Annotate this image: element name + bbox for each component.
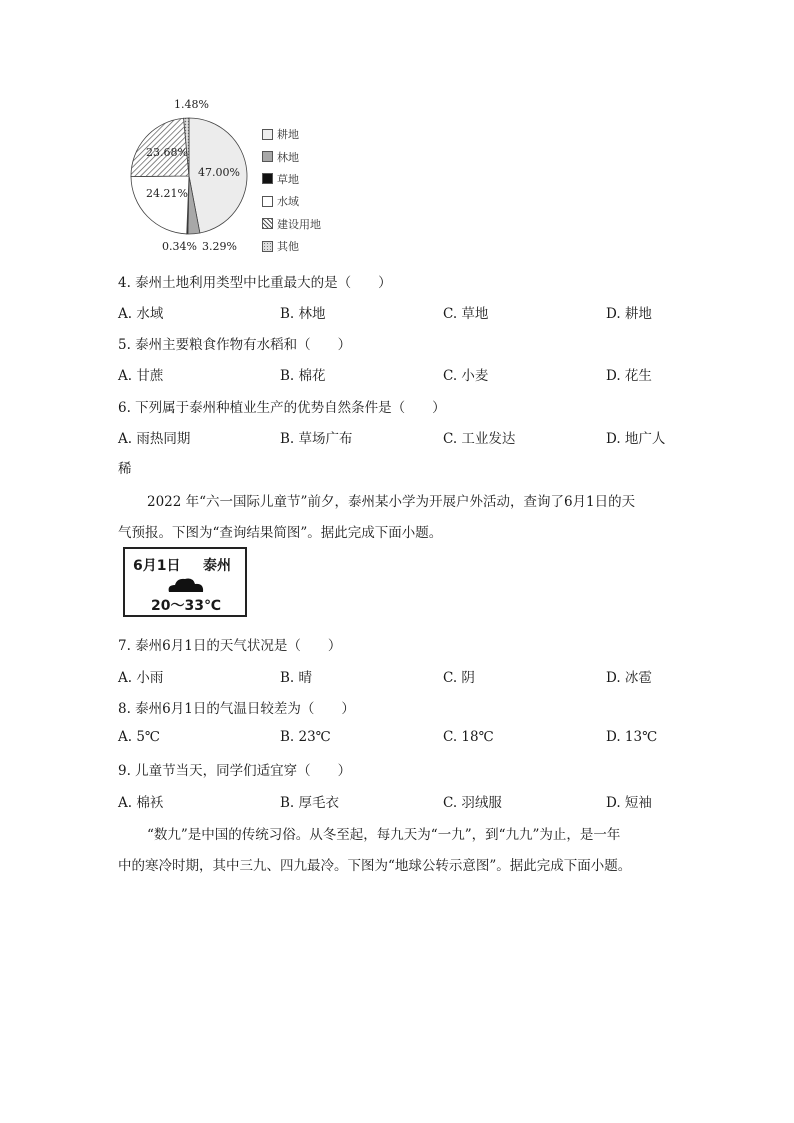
passage-2-line-2: 中的寒冷时期，其中三九、四九最冷。下图为“地球公转示意图”。据此完成下面小题。 bbox=[118, 858, 632, 874]
legend-swatch bbox=[262, 151, 273, 162]
legend-swatch bbox=[262, 241, 273, 252]
question-6-stem: 6. 下列属于泰州种植业生产的优势自然条件是（ ） bbox=[118, 400, 446, 416]
option-b[interactable]: B. 林地 bbox=[280, 306, 326, 322]
option-c[interactable]: C. 小麦 bbox=[443, 368, 489, 384]
question-4-options bbox=[118, 302, 678, 322]
pie-label-other: 1.48% bbox=[174, 98, 209, 111]
legend-label: 林地 bbox=[277, 150, 299, 164]
option-a[interactable]: A. 水域 bbox=[118, 306, 164, 322]
overcast-cloud-icon bbox=[167, 575, 205, 593]
option-b[interactable]: B. 棉花 bbox=[280, 368, 326, 384]
option-d[interactable]: D. 短袖 bbox=[606, 795, 652, 811]
option-d[interactable]: D. 花生 bbox=[606, 368, 652, 384]
option-b[interactable]: B. 厚毛衣 bbox=[280, 795, 340, 811]
question-6-options bbox=[118, 427, 678, 447]
legend-item-farmland bbox=[262, 123, 321, 145]
option-a[interactable]: A. 甘蔗 bbox=[118, 368, 164, 384]
weather-temperature: 20～33℃ bbox=[151, 598, 221, 614]
option-b[interactable]: B. 23℃ bbox=[280, 729, 331, 745]
legend-item-construction bbox=[262, 213, 321, 235]
pie-legend bbox=[262, 123, 321, 257]
pie-label-water: 24.21% bbox=[146, 187, 188, 200]
option-d[interactable]: D. 耕地 bbox=[606, 306, 652, 322]
question-8-options bbox=[118, 729, 678, 749]
option-d[interactable]: D. 13℃ bbox=[606, 729, 658, 745]
legend-label: 耕地 bbox=[277, 128, 299, 142]
option-c[interactable]: C. 工业发达 bbox=[443, 431, 516, 447]
land-use-pie-chart bbox=[124, 96, 354, 256]
legend-swatch bbox=[262, 196, 273, 207]
option-c[interactable]: C. 18℃ bbox=[443, 729, 494, 745]
question-5-stem: 5. 泰州主要粮食作物有水稻和（ ） bbox=[118, 337, 352, 353]
pie-label-farmland: 47.00% bbox=[198, 166, 240, 179]
option-b[interactable]: B. 草场广布 bbox=[280, 431, 353, 447]
pie-label-construction: 23.68% bbox=[146, 146, 188, 159]
option-a[interactable]: A. 5℃ bbox=[118, 729, 161, 745]
legend-swatch bbox=[262, 129, 273, 140]
option-a[interactable]: A. 雨热同期 bbox=[118, 431, 191, 447]
option-d[interactable]: D. 冰雹 bbox=[606, 670, 652, 686]
option-c[interactable]: C. 羽绒服 bbox=[443, 795, 502, 811]
passage-1-line-2: 气预报。下图为“查询结果简图”。据此完成下面小题。 bbox=[118, 525, 443, 541]
question-8-stem: 8. 泰州6月1日的气温日较差为（ ） bbox=[118, 701, 355, 717]
option-b[interactable]: B. 晴 bbox=[280, 670, 313, 686]
passage-2-line-1: “数九”是中国的传统习俗。从冬至起，每九天为“一九”，到“九九”为止，是一年 bbox=[147, 827, 621, 843]
legend-label: 建设用地 bbox=[277, 217, 321, 231]
weather-forecast-box bbox=[123, 547, 247, 617]
question-5-options bbox=[118, 364, 678, 384]
option-a[interactable]: A. 棉袄 bbox=[118, 795, 164, 811]
weather-date: 6月1日 bbox=[133, 558, 181, 574]
legend-item-forest bbox=[262, 145, 321, 167]
legend-label: 水域 bbox=[277, 195, 299, 209]
option-c[interactable]: C. 草地 bbox=[443, 306, 489, 322]
pie-slice-water bbox=[131, 176, 189, 234]
passage-1-line-1: 2022 年“六一国际儿童节”前夕，泰州某小学为开展户外活动，查询了6月1日的天 bbox=[147, 494, 636, 510]
pie-label-grassland: 0.34% bbox=[162, 240, 197, 253]
question-4-stem: 4. 泰州土地利用类型中比重最大的是（ ） bbox=[118, 275, 392, 291]
option-c[interactable]: C. 阴 bbox=[443, 670, 475, 686]
legend-swatch bbox=[262, 173, 273, 184]
legend-label: 其他 bbox=[277, 240, 299, 254]
question-6-option-d-wrap: 稀 bbox=[118, 461, 132, 477]
question-7-stem: 7. 泰州6月1日的天气状况是（ ） bbox=[118, 638, 342, 654]
weather-city: 泰州 bbox=[203, 558, 231, 574]
legend-label: 草地 bbox=[277, 172, 299, 186]
question-7-options bbox=[118, 666, 678, 686]
legend-swatch bbox=[262, 218, 273, 229]
legend-item-grassland bbox=[262, 168, 321, 190]
pie-label-forest: 3.29% bbox=[202, 240, 237, 253]
option-d[interactable]: D. 地广人 bbox=[606, 431, 666, 447]
legend-item-other bbox=[262, 235, 321, 257]
legend-item-water bbox=[262, 190, 321, 212]
question-9-stem: 9. 儿童节当天，同学们适宜穿（ ） bbox=[118, 763, 352, 779]
option-a[interactable]: A. 小雨 bbox=[118, 670, 164, 686]
question-9-options bbox=[118, 791, 678, 811]
